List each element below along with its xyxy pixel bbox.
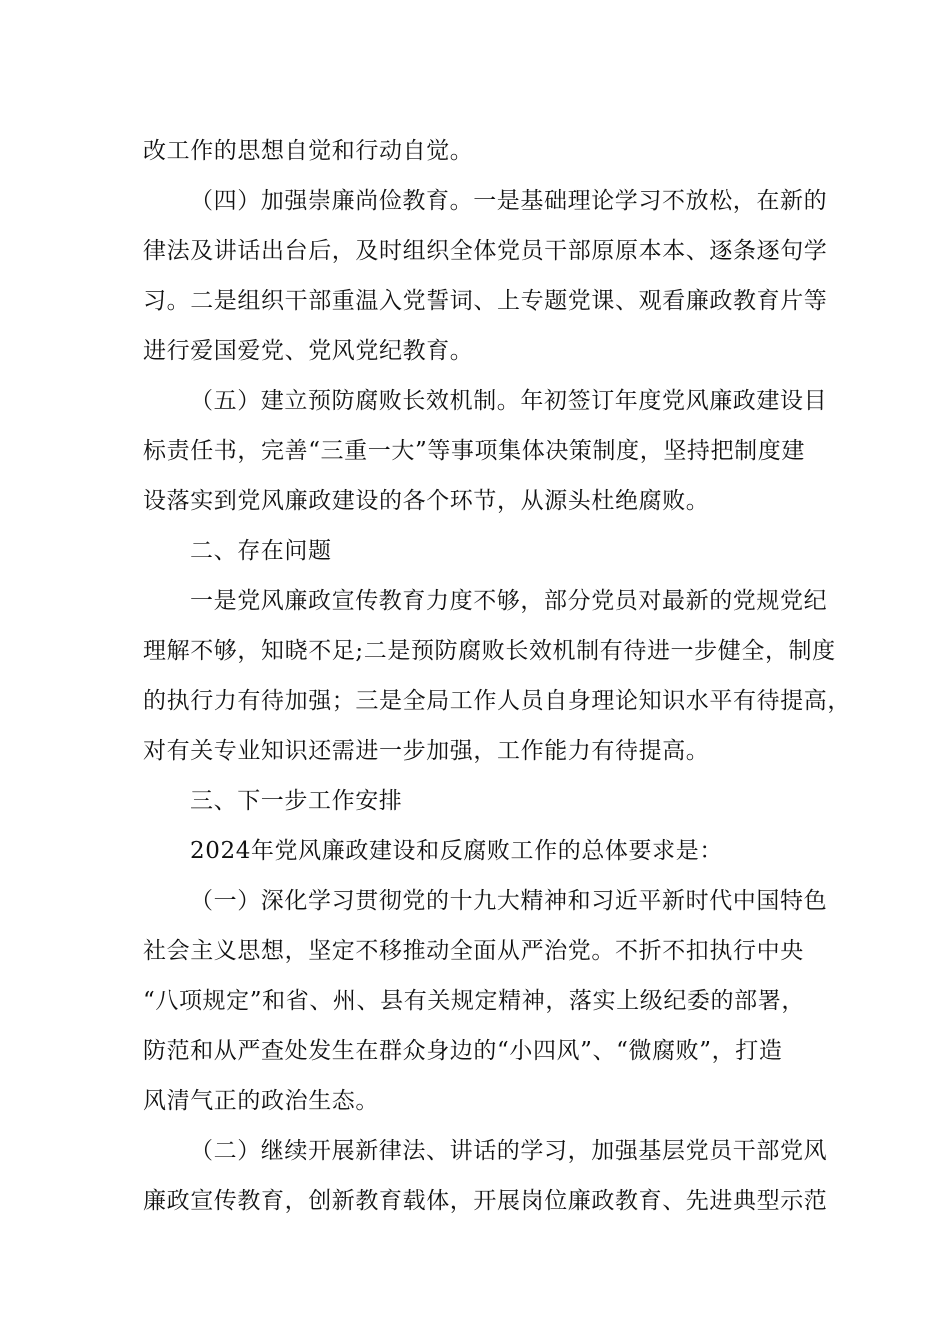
text-line: 的执行力有待加强；三是全局工作人员自身理论知识水平有待提高，	[143, 688, 851, 714]
text-line: 理解不够，知晓不足;二是预防腐败长效机制有待进一步健全，制度	[143, 638, 836, 664]
text-line: 进行爱国爱党、党风党纪教育。	[143, 338, 474, 364]
text-line: 标责任书，完善“三重一大”等事项集体决策制度，坚持把制度建	[143, 438, 805, 464]
text-line: 风清气正的政治生态。	[143, 1088, 379, 1114]
paragraph-line: （二）继续开展新律法、讲话的学习，加强基层党员干部党风	[190, 1138, 828, 1164]
text-line: 改工作的思想自觉和行动自觉。	[143, 138, 474, 164]
text-line: 防范和从严查处发生在群众身边的“小四风”、“微腐败”，打造	[143, 1038, 783, 1064]
text-line: 对有关专业知识还需进一步加强，工作能力有待提高。	[143, 738, 710, 764]
paragraph-line: 2024年党风廉政建设和反腐败工作的总体要求是：	[190, 838, 723, 864]
paragraph-line: （一）深化学习贯彻党的十九大精神和习近平新时代中国特色	[190, 888, 828, 914]
paragraph-line: （四）加强崇廉尚俭教育。一是基础理论学习不放松，在新的	[190, 188, 828, 214]
text-line: 习。二是组织干部重温入党誓词、上专题党课、观看廉政教育片等	[143, 288, 828, 314]
text-line: 设落实到党风廉政建设的各个环节，从源头杜绝腐败。	[143, 488, 710, 514]
paragraph-line: （五）建立预防腐败长效机制。年初签订年度党风廉政建设目	[190, 388, 828, 414]
section-heading: 二、存在问题	[190, 538, 332, 564]
text-line: “八项规定”和省、州、县有关规定精神，落实上级纪委的部署，	[143, 988, 805, 1014]
text-line: 社会主义思想，坚定不移推动全面从严治党。不折不扣执行中央	[143, 938, 804, 964]
paragraph-line: 一是党风廉政宣传教育力度不够，部分党员对最新的党规党纪	[190, 588, 828, 614]
section-heading: 三、下一步工作安排	[190, 788, 403, 814]
text-line: 廉政宣传教育，创新教育载体，开展岗位廉政教育、先进典型示范	[143, 1188, 828, 1214]
text-line: 律法及讲话出台后，及时组织全体党员干部原原本本、逐条逐句学	[143, 238, 828, 264]
